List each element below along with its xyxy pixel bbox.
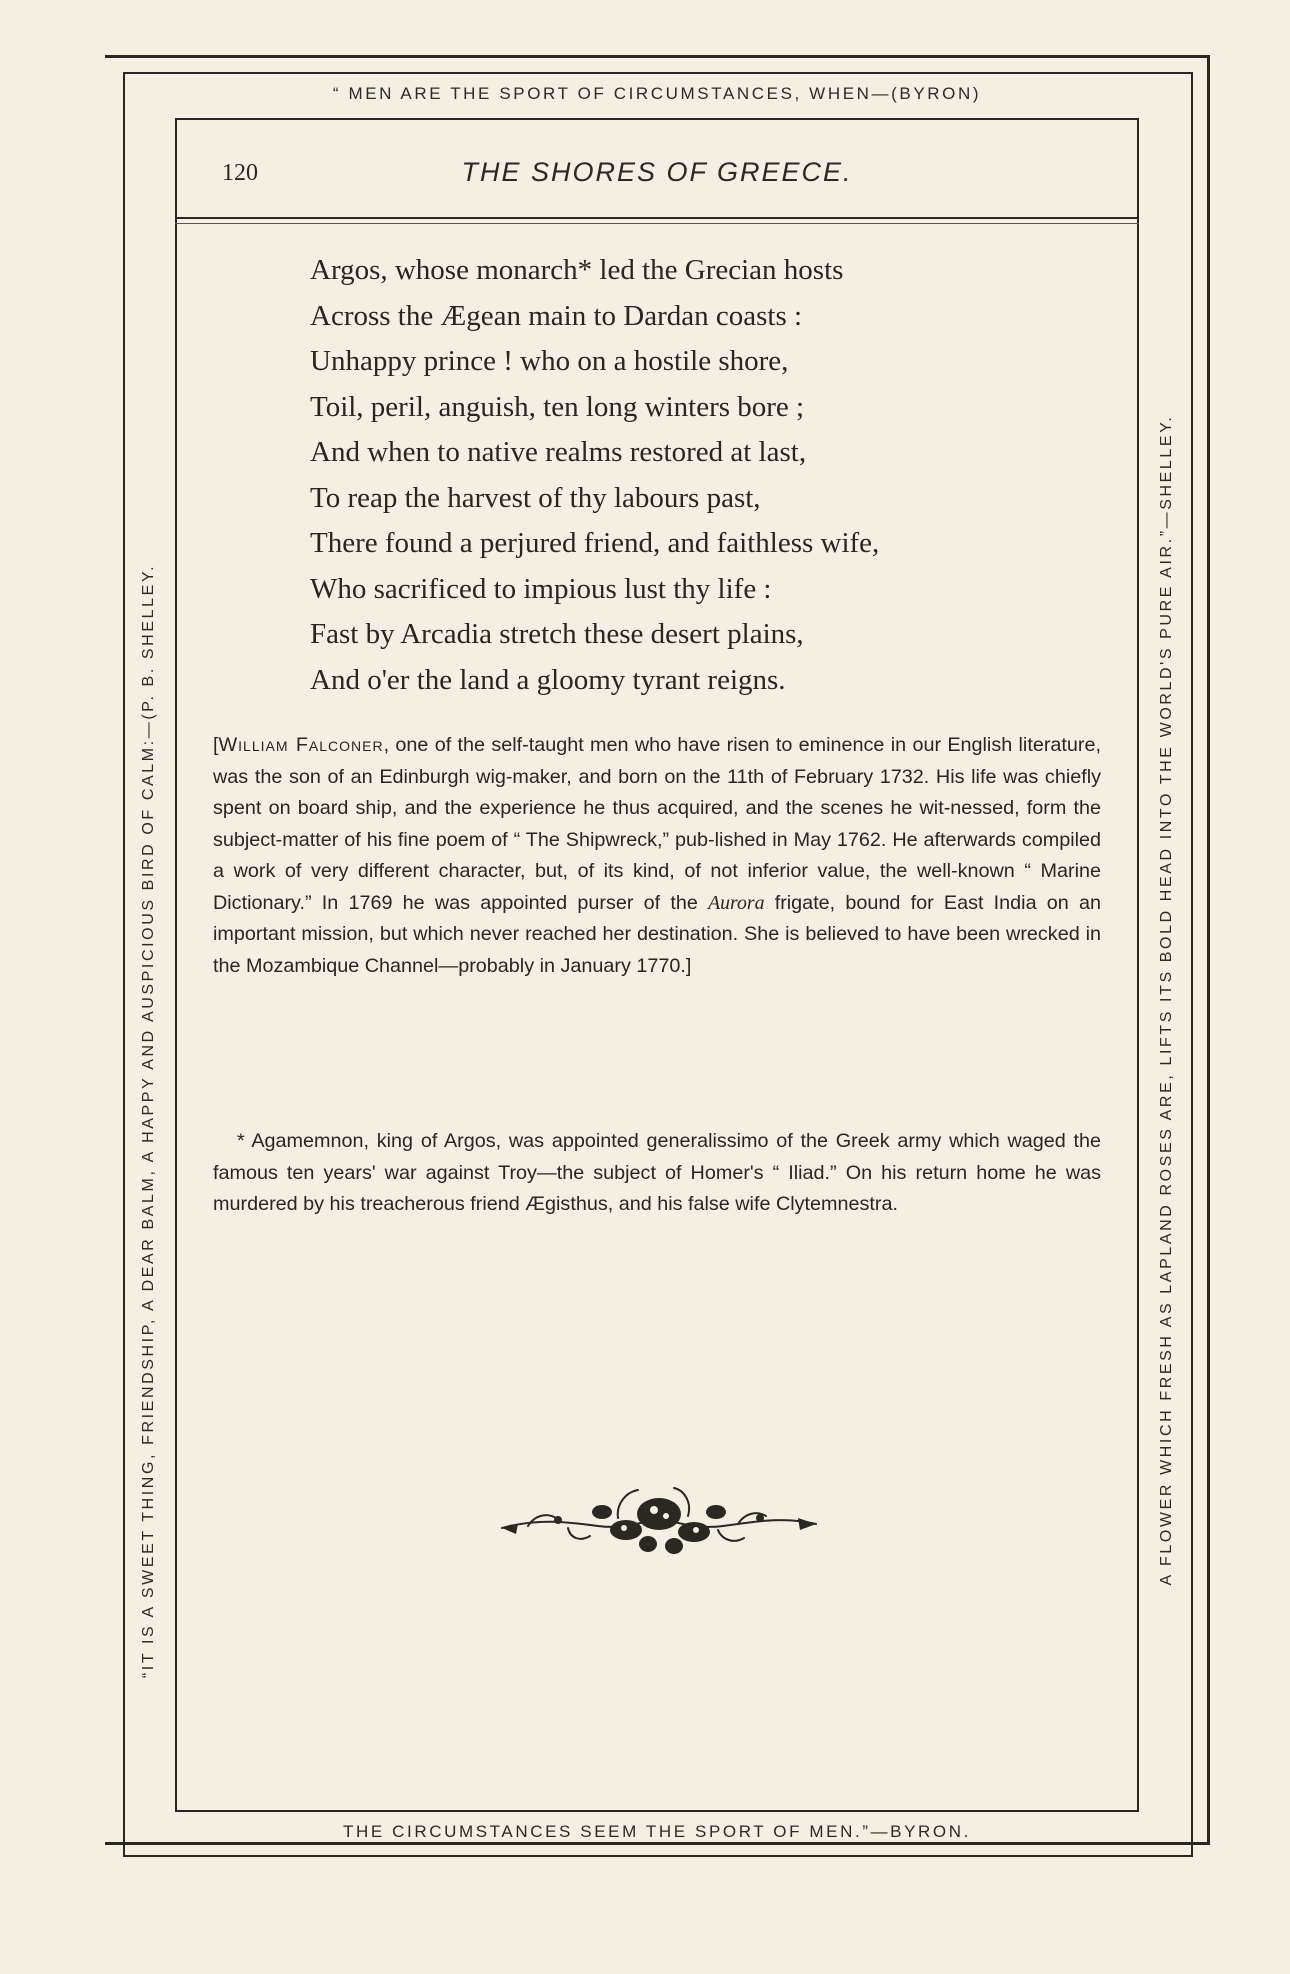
left-border-quote: “IT IS A SWEET THING, FRIENDSHIP, A DEAR BALM, A HAPPY AND AUSPICIOUS BIRD OF CALM:—(P. B. SHELLEY.: [140, 563, 157, 1679]
poem-line: To reap the harvest of thy labours past,: [310, 481, 761, 514]
note-author-name: William Falconer: [218, 734, 384, 756]
note-ship-name: Aurora: [708, 891, 765, 914]
footnote: * Agamemnon, king of Argos, was appointed generalissimo of the Greek army which waged the famous ten years' war against Troy—the subject of Homer's “ Iliad.” On his return home he was murdered by his treacherous friend Ægisthus, and his false wife Clytemnestra.: [213, 1130, 1101, 1215]
poem-line: Across the Ægean main to Dardan coasts :: [310, 299, 803, 332]
poem-line: Who sacrificed to impious lust thy life :: [310, 572, 772, 605]
poem-line: Unhappy prince ! who on a hostile shore,: [310, 345, 789, 377]
bottom-border-quote: THE CIRCUMSTANCES SEEM THE SPORT OF MEN.”—BYRON.: [343, 1822, 971, 1841]
poem-line: There found a perjured friend, and faithless wife,: [310, 527, 880, 559]
right-border-quote: A FLOWER WHICH FRESH AS LAPLAND ROSES ARE, LIFTS ITS BOLD HEAD INTO THE WORLD'S PURE AIR.”—SHELLEY.: [1158, 414, 1175, 1586]
note-text-part2: frigate, bound for East India on an important mission, but which never reached her destination. She is believed to have been wrecked in the Mozambique Channel—probably in January 1770.]: [213, 891, 1101, 977]
poem-line: And o'er the land a gloomy tyrant reigns.: [310, 663, 786, 696]
poem-line: And when to native realms restored at last,: [310, 436, 807, 468]
page-title: THE SHORES OF GREECE.: [461, 157, 853, 187]
page-number: 120: [222, 160, 258, 186]
top-border-quote: “ MEN ARE THE SPORT OF CIRCUMSTANCES, WHEN—(BYRON): [332, 84, 982, 103]
poem: [310, 248, 1090, 703]
poem-line: Argos, whose monarch* led the Grecian hosts: [310, 254, 844, 286]
poem-line: Fast by Arcadia stretch these desert plains,: [310, 618, 804, 650]
poem-line: Toil, peril, anguish, ten long winters bore ;: [310, 390, 805, 423]
biographical-note: [213, 730, 1101, 982]
header-rule-thin: [175, 223, 1139, 224]
note-text-part1: , one of the self-taught men who have risen to eminence in our English literature, was the son of an Edinburgh wig-maker, and born on the 11th of February 1732. His life was chiefly spent on board ship, and the experience he thus acquired, and the scenes he wit-nessed, form the subject-matter of his fine poem of “ The Shipwreck,” pub-lished in May 1762. He afterwards compiled a work of very different character, but, of its kind, of not inferior value, the well-known “ Marine Dictionary.” In 1769 he was appointed purser of the: [213, 734, 1101, 914]
floral-vignette-icon: [498, 1478, 820, 1562]
note-open-bracket: [: [213, 734, 219, 756]
header-rule: [175, 217, 1139, 219]
